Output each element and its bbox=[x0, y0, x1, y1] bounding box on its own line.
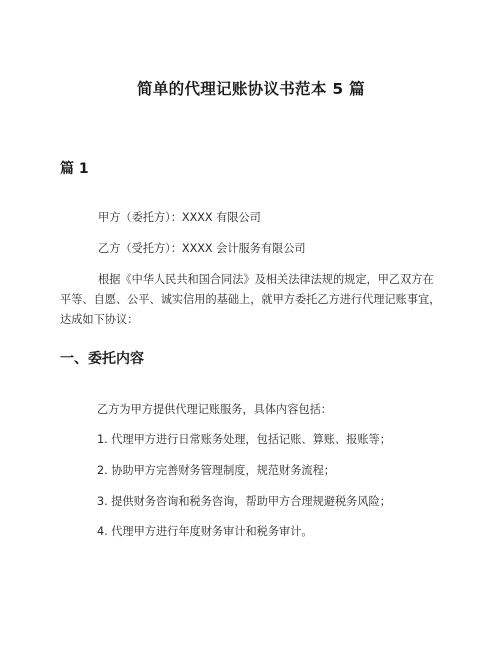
section-heading-commission: 一、委托内容 bbox=[60, 351, 144, 367]
party-b-line: 乙方（受托方）：XXXX 会计服务有限公司 bbox=[98, 242, 306, 255]
document-title: 简单的代理记账协议书范本 5 篇 bbox=[137, 80, 365, 98]
intro-paragraph: 根据《中华人民共和国合同法》及相关法律法规的规定，甲乙双方在平等、自愿、公平、诚实信用的基础上，就甲方委托乙方进行代理记账事宜，达成如下协议： bbox=[60, 273, 441, 326]
list-item: 4. 代理甲方进行年度财务审计和税务审计。 bbox=[97, 525, 313, 538]
list-item: 2. 协助甲方完善财务管理制度，规范财务流程； bbox=[97, 464, 335, 477]
list-item: 1. 代理甲方进行日常账务处理，包括记账、算账、报账等； bbox=[97, 433, 391, 446]
party-a-line: 甲方（委托方）：XXXX 有限公司 bbox=[98, 211, 261, 224]
section-lead-text: 乙方为甲方提供代理记账服务，具体内容包括： bbox=[97, 403, 332, 416]
part-heading: 篇 1 bbox=[60, 161, 89, 177]
list-item: 3. 提供财务咨询和税务咨询，帮助甲方合理规避税务风险； bbox=[97, 495, 391, 508]
